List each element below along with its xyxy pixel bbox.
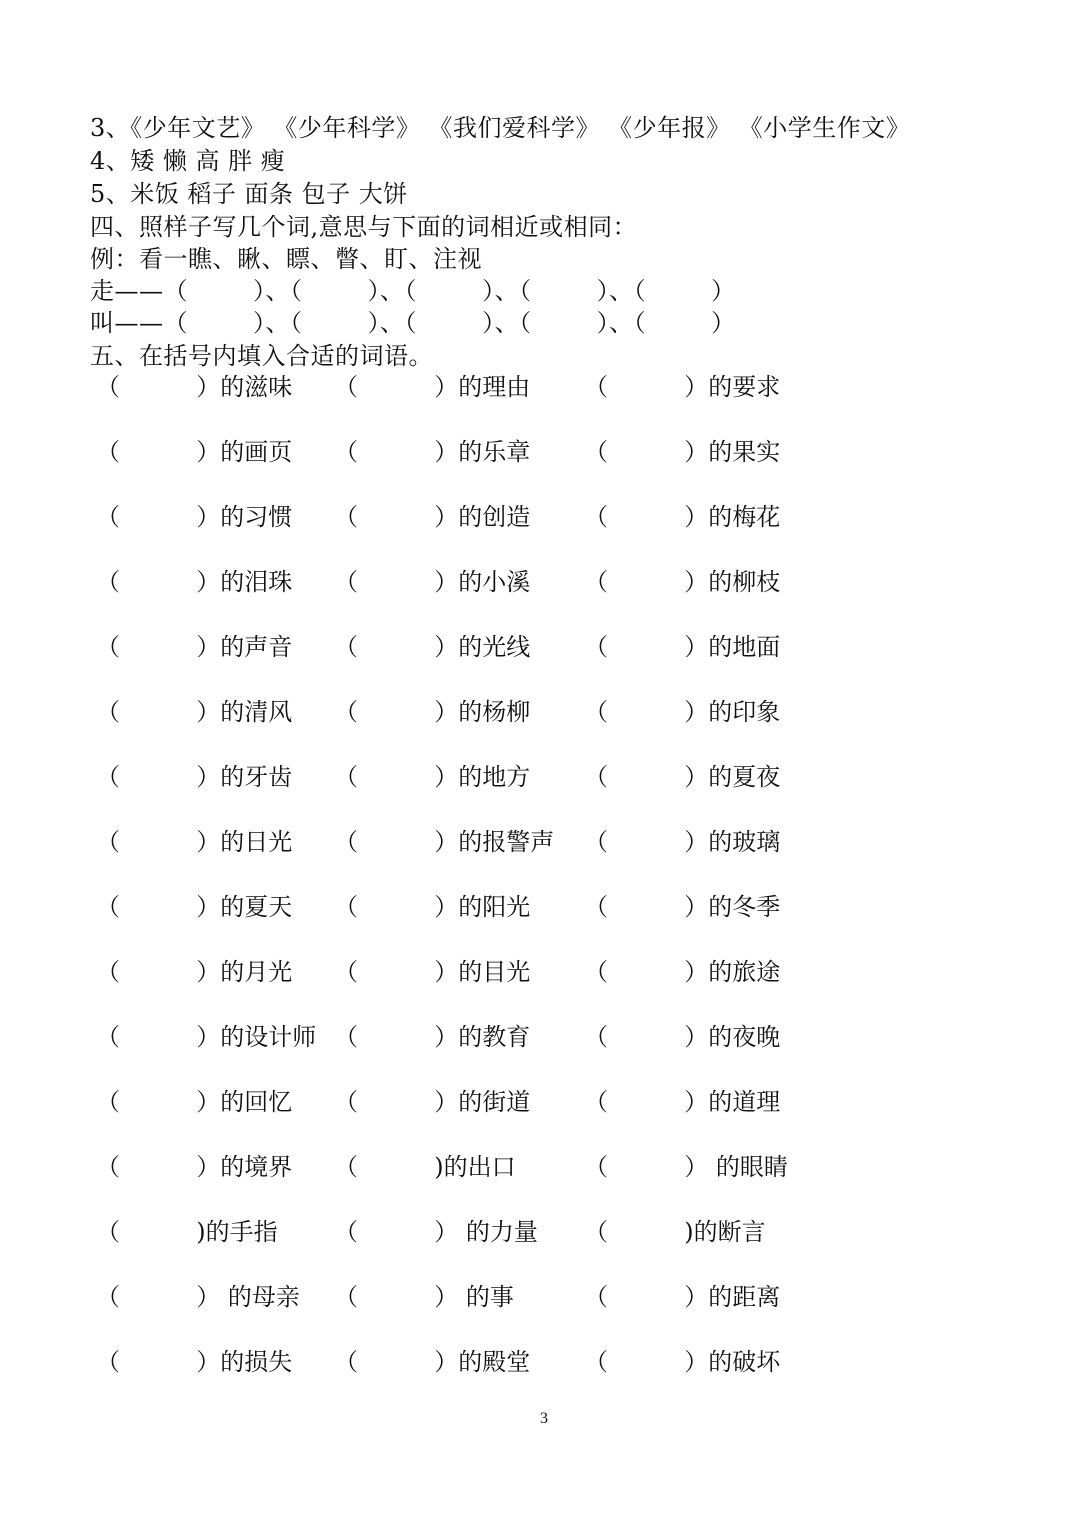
fill-in-item: （ ）的光线 [334,633,531,661]
section-5-heading: 五、在括号内填入合适的词语。 [90,342,433,370]
item-4-adjectives: 4、矮 懒 高 胖 瘦 [90,147,286,175]
fill-in-item: （ ）的街道 [334,1088,531,1116]
fill-in-item: （ ）的阳光 [334,893,531,921]
fill-in-item: （ ）的果实 [584,438,781,466]
item-3-publications: 3、《少年文艺》 《少年科学》 《我们爱科学》 《少年报》 《小学生作文》 [90,114,911,142]
fill-in-item: （ ）的设计师 [96,1023,317,1051]
fill-in-item: （ ）的泪珠 [96,568,293,596]
fill-in-item: （ ）的地面 [584,633,781,661]
fill-in-item: （ ）的习惯 [96,503,293,531]
fill-in-item: （ ） 的力量 [334,1218,538,1246]
fill-in-item: （ ）的夏夜 [584,763,781,791]
fill-in-item: （ ）的旅途 [584,958,781,986]
fill-in-item: （ ）的印象 [584,698,781,726]
item-5-foods: 5、米饭 稻子 面条 包子 大饼 [90,180,408,208]
fill-in-item: （ ） 的母亲 [96,1283,300,1311]
synonym-walk-line: 走——（ ）、（ ）、（ ）、（ ）、（ ） [90,277,736,305]
fill-in-item: （ ）的夜晚 [584,1023,781,1051]
page-number: 3 [540,1410,548,1427]
fill-in-item: （ ）的回忆 [96,1088,293,1116]
fill-in-item: （ ）的破坏 [584,1348,781,1376]
fill-in-item: （ ）的报警声 [334,828,555,856]
synonym-call-line: 叫——（ ）、（ ）、（ ）、（ ）、（ ） [90,309,736,337]
fill-in-item: （ ）的乐章 [334,438,531,466]
fill-in-item: （ )的手指 [96,1218,278,1246]
fill-in-item: （ ）的道理 [584,1088,781,1116]
fill-in-item: （ ）的地方 [334,763,531,791]
fill-in-item: （ ）的杨柳 [334,698,531,726]
example-line: 例：看一瞧、瞅、瞟、瞥、盯、注视 [90,245,482,273]
fill-in-item: （ ）的距离 [584,1283,781,1311]
fill-in-item: （ ） 的眼睛 [584,1153,788,1181]
fill-in-item: （ ）的损失 [96,1348,293,1376]
section-4-heading: 四、照样子写几个词,意思与下面的词相近或相同： [90,213,638,241]
fill-in-item: （ ）的牙齿 [96,763,293,791]
fill-in-item: （ ）的滋味 [96,373,293,401]
fill-in-item: （ ）的教育 [334,1023,531,1051]
fill-in-item: （ ）的创造 [334,503,531,531]
fill-in-item: （ ）的清风 [96,698,293,726]
fill-in-item: （ ）的玻璃 [584,828,781,856]
fill-in-item: （ ） 的事 [334,1283,514,1311]
fill-in-item: （ ）的柳枝 [584,568,781,596]
fill-in-item: （ ）的境界 [96,1153,293,1181]
fill-in-item: （ ）的小溪 [334,568,531,596]
fill-in-item: （ ）的月光 [96,958,293,986]
fill-in-item: （ ）的声音 [96,633,293,661]
fill-in-item: （ ）的画页 [96,438,293,466]
fill-in-item: （ ）的要求 [584,373,781,401]
fill-in-item: （ ）的日光 [96,828,293,856]
fill-in-item: （ )的断言 [584,1218,766,1246]
fill-in-item: （ ）的殿堂 [334,1348,531,1376]
fill-in-item: （ )的出口 [334,1153,516,1181]
fill-in-item: （ ）的冬季 [584,893,781,921]
fill-in-item: （ ）的梅花 [584,503,781,531]
fill-in-item: （ ）的理由 [334,373,531,401]
fill-in-item: （ ）的目光 [334,958,531,986]
fill-in-item: （ ）的夏天 [96,893,293,921]
